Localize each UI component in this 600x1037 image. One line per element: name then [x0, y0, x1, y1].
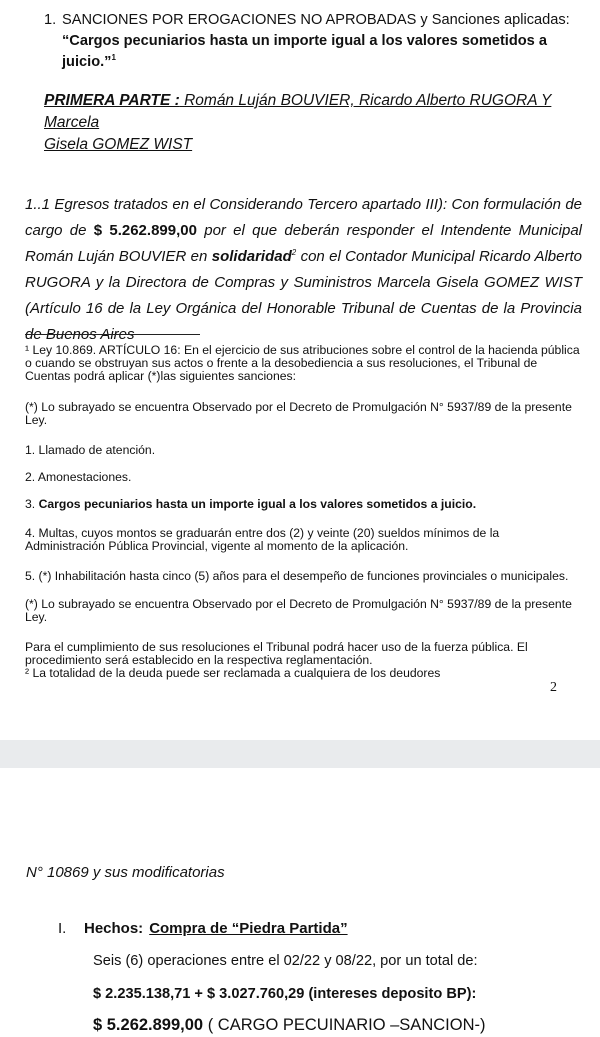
footnote-paragraph: Para el cumplimiento de sus resoluciones el Tribunal podrá hacer uso de la fuerza pública. El procedimiento será establecido en la respectiva reglamentación. — [25, 640, 528, 667]
list-item-4: 4. Multas, cuyos montos se graduarán entre dos (2) y veinte (20) sueldos mínimos de la Administración Pública Provincial, vigente al momento de la aplicación. — [25, 526, 500, 553]
section-heading — [44, 10, 584, 73]
page-separator — [0, 740, 600, 768]
list-item-3: 3. Cargos pecuniarios hasta un importe igual a los valores sometidos a juicio. — [25, 497, 477, 511]
document-page-2 — [0, 768, 600, 1037]
footnote-ref-1[interactable]: 1 — [111, 53, 116, 63]
footnote-observation-2: (*) Lo subrayado se encuentra Observado por el Decreto de Promulgación N° 5937/89 de la presente Ley. — [25, 597, 572, 624]
sum-line: $ 2.235.138,71 + $ 3.027.760,29 (intereses deposito BP): — [93, 986, 477, 1002]
heading-text: SANCIONES POR EROGACIONES NO APROBADAS y Sanciones aplicadas: — [62, 12, 570, 28]
footnote-1: ¹ Ley 10.869. ARTÍCULO 16: En el ejercicio de sus atribuciones sobre el control de la hacienda pública o cuando se obstruyan sus actos o frente a la desobediencia a sus resoluciones, el Tribunal de Cuentas podrá aplicar (*)las siguientes sanciones: — [25, 343, 580, 383]
total-amount: $ 5.262.899,00 — [93, 1016, 204, 1034]
total-line — [93, 1016, 485, 1035]
solidaridad-bold: solidaridad — [211, 248, 292, 265]
footnote-ref-2[interactable]: 2 — [291, 248, 297, 257]
operations-text: Seis (6) operaciones entre el 02/22 y 08/22, por un total de: — [93, 953, 478, 969]
heading-number: 1. — [44, 12, 57, 28]
list-item-1: 1. Llamado de atención. — [25, 443, 156, 457]
primera-parte-heading — [44, 90, 584, 156]
primera-parte-names: Román Luján BOUVIER, Ricardo Alberto RUGORA Y Marcela — [44, 92, 552, 131]
list-item-2: 2. Amonestaciones. — [25, 470, 132, 484]
hechos-label: Hechos: — [84, 920, 144, 937]
hechos-title: Compra de “Piedra Partida” — [149, 920, 348, 937]
page-number: 2 — [550, 680, 557, 695]
hechos-heading — [58, 920, 348, 937]
hechos-roman: I. — [58, 920, 67, 937]
list-item-5: 5. (*) Inhabilitación hasta cinco (5) años para el desempeño de funciones provinciales o municipales. — [25, 569, 569, 583]
primera-parte-names-2: Gisela GOMEZ WIST — [44, 136, 193, 153]
body-paragraph: 1..1 Egresos tratados en el Considerando Tercero apartado III): Con formulación de cargo de $ 5.262.899,00 por el que deberán responder el Intendente Municipal Román Luján BOUVIER en solidaridad$^2$ con el Contador Municipal Ricardo Alberto RUGORA y la Directora de Compras y Suministros Marcela Gisela GOMEZ WIST (Artículo 16 de la Ley Orgánica del Honorable Tribunal de Cuentas de la Provincia de Buenos Aires — [25, 196, 583, 343]
heading-quote: “Cargos pecuniarios hasta un importe igual a los valores sometidos a juicio.”$^1$ — [62, 33, 547, 70]
footnote-observation-1: (*) Lo subrayado se encuentra Observado por el Decreto de Promulgación N° 5937/89 de la presente Ley. — [25, 400, 572, 427]
primera-parte-label: PRIMERA PARTE : — [44, 92, 180, 109]
amount-bold: $ 5.262.899,00 — [93, 222, 197, 239]
continuation-text: N° 10869 y sus modificatorias — [26, 864, 225, 881]
total-label: ( CARGO PECUINARIO –SANCION-) — [203, 1016, 486, 1034]
footnote-separator — [25, 334, 200, 335]
footnote-2: ² La totalidad de la deuda puede ser reclamada a cualquiera de los deudores — [25, 666, 441, 680]
